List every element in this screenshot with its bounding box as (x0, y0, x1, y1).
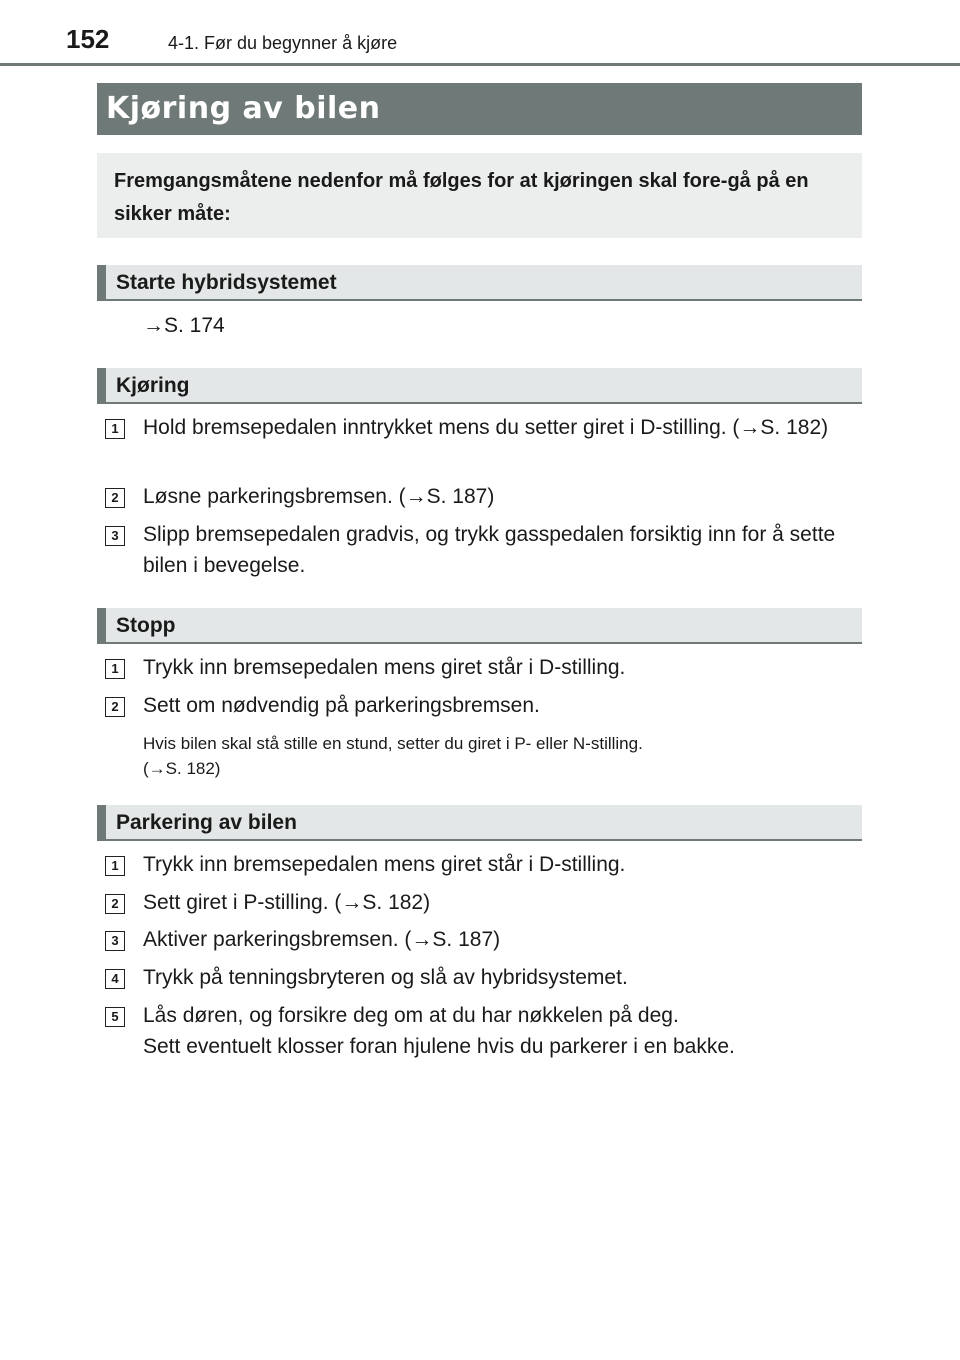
intro-box (97, 153, 862, 238)
step-text: Trykk inn bremsepedalen mens giret står i D-stilling. (143, 853, 626, 876)
step-text: Slipp bremsepedalen gradvis, og trykk gasspedalen forsiktig inn for å sette bilen i bevegelse. (143, 523, 836, 577)
step-number-badge: 1 (105, 856, 125, 876)
chapter-title: 4-1. Før du begynner å kjøre (168, 33, 398, 53)
intro-text: Fremgangsmåtene nedenfor må følges for at kjøringen skal fore-gå på en sikker måte: (114, 170, 809, 225)
step-text: Sett giret i P-stilling. (→S. 182) (143, 891, 431, 914)
page-title: Kjøring av bilen (97, 83, 862, 135)
section-heading-stop: Stopp (97, 608, 862, 644)
section-heading-parking: Parkering av bilen (97, 805, 862, 841)
step-text: Aktiver parkeringsbremsen. (→S. 187) (143, 928, 501, 951)
note-reference: (→S. 182) (143, 759, 221, 778)
step-number-badge: 1 (105, 419, 125, 439)
page-number: 152 (66, 24, 110, 54)
header-rule (0, 63, 960, 66)
page-reference-link[interactable]: →S. 174 (143, 314, 225, 337)
step-text: Trykk inn bremsepedalen mens giret står i D-stilling. (143, 656, 626, 679)
step-number-badge: 2 (105, 697, 125, 717)
step-text: Sett om nødvendig på parkeringsbremsen. (143, 694, 540, 717)
step-number-badge: 2 (105, 894, 125, 914)
step-text: Trykk på tenningsbryteren og slå av hybridsystemet. (143, 966, 628, 989)
step-text: Løsne parkeringsbremsen. (→S. 187) (143, 485, 495, 508)
note-text: Hvis bilen skal stå stille en stund, setter du giret i P- eller N-stilling. (143, 734, 643, 753)
step-number-badge: 1 (105, 659, 125, 679)
step-text: Hold bremsepedalen inntrykket mens du setter giret i D-stilling. (→S. 182) (143, 416, 829, 439)
step-number-badge: 2 (105, 488, 125, 508)
section-heading-start: Starte hybridsystemet (97, 265, 862, 301)
step-text-continuation: Sett eventuelt klosser foran hjulene hvis du parkerer i en bakke. (143, 1035, 735, 1058)
page-header (0, 0, 960, 66)
section-heading-driving: Kjøring (97, 368, 862, 404)
step-number-badge: 3 (105, 931, 125, 951)
step-number-badge: 3 (105, 526, 125, 546)
step-text: Lås døren, og forsikre deg om at du har nøkkelen på deg. (143, 1004, 679, 1027)
step-number-badge: 4 (105, 969, 125, 989)
step-number-badge: 5 (105, 1007, 125, 1027)
